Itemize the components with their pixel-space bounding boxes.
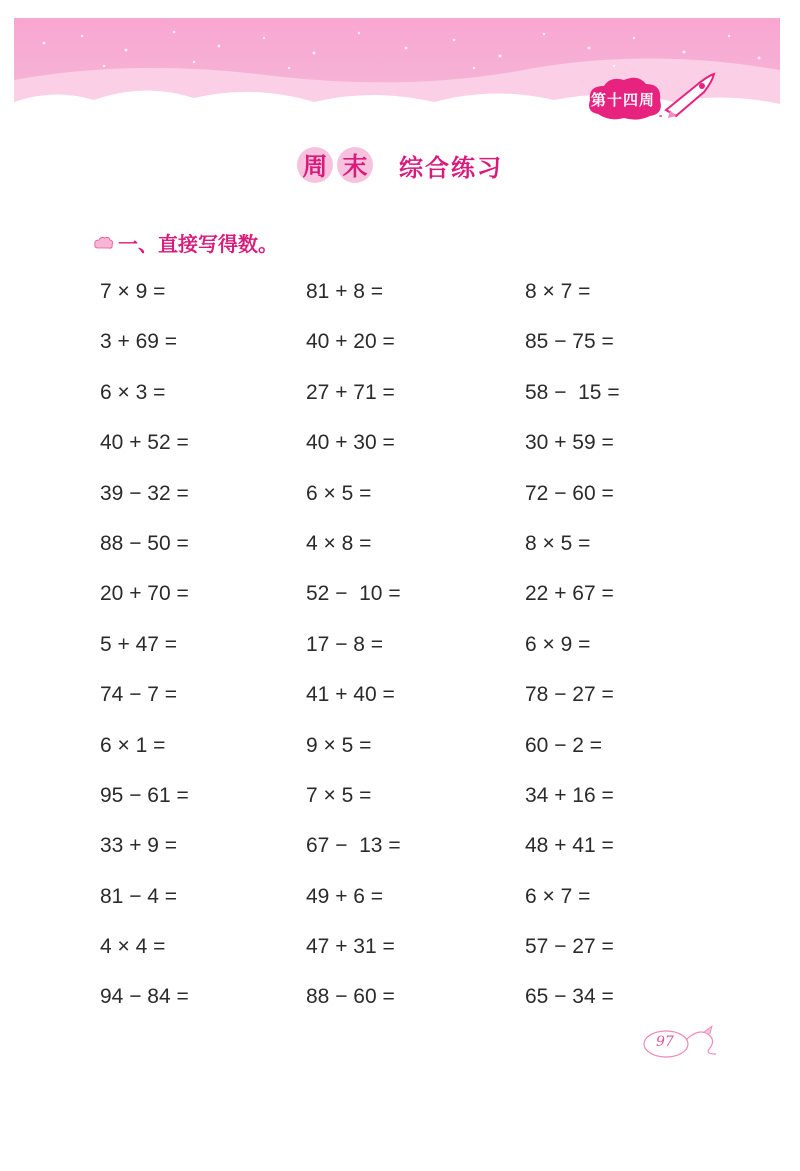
problem-item: 85 − 75 = [525,330,614,354]
problem-item: 4 × 4 = [100,935,166,959]
problem-item: 57 − 27 = [525,935,614,959]
problem-item: 8 × 7 = [525,280,591,303]
problem-item: 4 × 8 = [306,531,372,555]
title-char-2: 末 [337,147,373,183]
problem-item: 27 + 71 = [306,380,395,404]
problem-item: 72 − 60 = [525,481,614,505]
problem-item: 40 + 30 = [306,431,395,455]
title-main: 综合练习 [399,153,503,182]
problem-grid [100,276,720,1032]
title-char-1: 周 [297,147,333,183]
problem-item: 74 − 7 = [100,683,178,707]
problem-item: 7 × 9 = [100,280,166,303]
problem-item: 81 + 8 = [306,280,384,303]
problem-item: 9 × 5 = [306,733,372,757]
page-number [636,1024,726,1064]
problem-item: 81 − 4 = [100,884,178,908]
problem-item: 39 − 32 = [100,481,189,505]
problem-item: 40 + 52 = [100,431,189,455]
problem-item: 95 − 61 = [100,783,189,807]
page-number-swirl [636,1024,726,1064]
week-badge: 第十四周 [590,90,655,109]
problem-item: 34 + 16 = [525,783,614,807]
problem-item: 58 − 15 = [525,380,620,404]
problem-item: 60 − 2 = [525,733,603,757]
problem-item: 17 − 8 = [306,632,384,656]
problem-item: 65 − 34 = [525,985,614,1009]
problem-item: 41 + 40 = [306,683,395,707]
problem-item: 22 + 67 = [525,582,614,606]
problem-item: 40 + 20 = [306,330,395,354]
problem-item: 6 × 7 = [525,884,591,908]
problem-item: 6 × 1 = [100,733,166,757]
page-number-text: 97 [656,1034,674,1050]
section-heading [94,228,278,257]
problem-item: 30 + 59 = [525,431,614,455]
problem-item: 88 − 50 = [100,531,189,555]
problem-item: 94 − 84 = [100,985,189,1009]
problem-item: 5 + 47 = [100,632,178,656]
problem-item: 52 − 10 = [306,582,401,606]
problem-item: 6 × 9 = [525,632,591,656]
rocket-icon [658,70,720,120]
page-title [0,140,800,190]
problem-item: 47 + 31 = [306,935,395,959]
problem-item: 67 − 13 = [306,834,401,858]
problem-item: 78 − 27 = [525,683,614,707]
cloud-bullet-icon [94,236,114,250]
problem-item: 88 − 60 = [306,985,395,1009]
problem-item: 33 + 9 = [100,834,178,858]
section-heading-text: 一、直接写得数。 [118,232,278,256]
problem-item: 20 + 70 = [100,582,189,606]
problem-item: 6 × 5 = [306,481,372,505]
problem-item: 3 + 69 = [100,330,178,354]
problem-item: 49 + 6 = [306,884,384,908]
problem-item: 7 × 5 = [306,783,372,807]
problem-item: 48 + 41 = [525,834,614,858]
problem-item: 6 × 3 = [100,380,166,404]
problem-item: 8 × 5 = [525,531,591,555]
